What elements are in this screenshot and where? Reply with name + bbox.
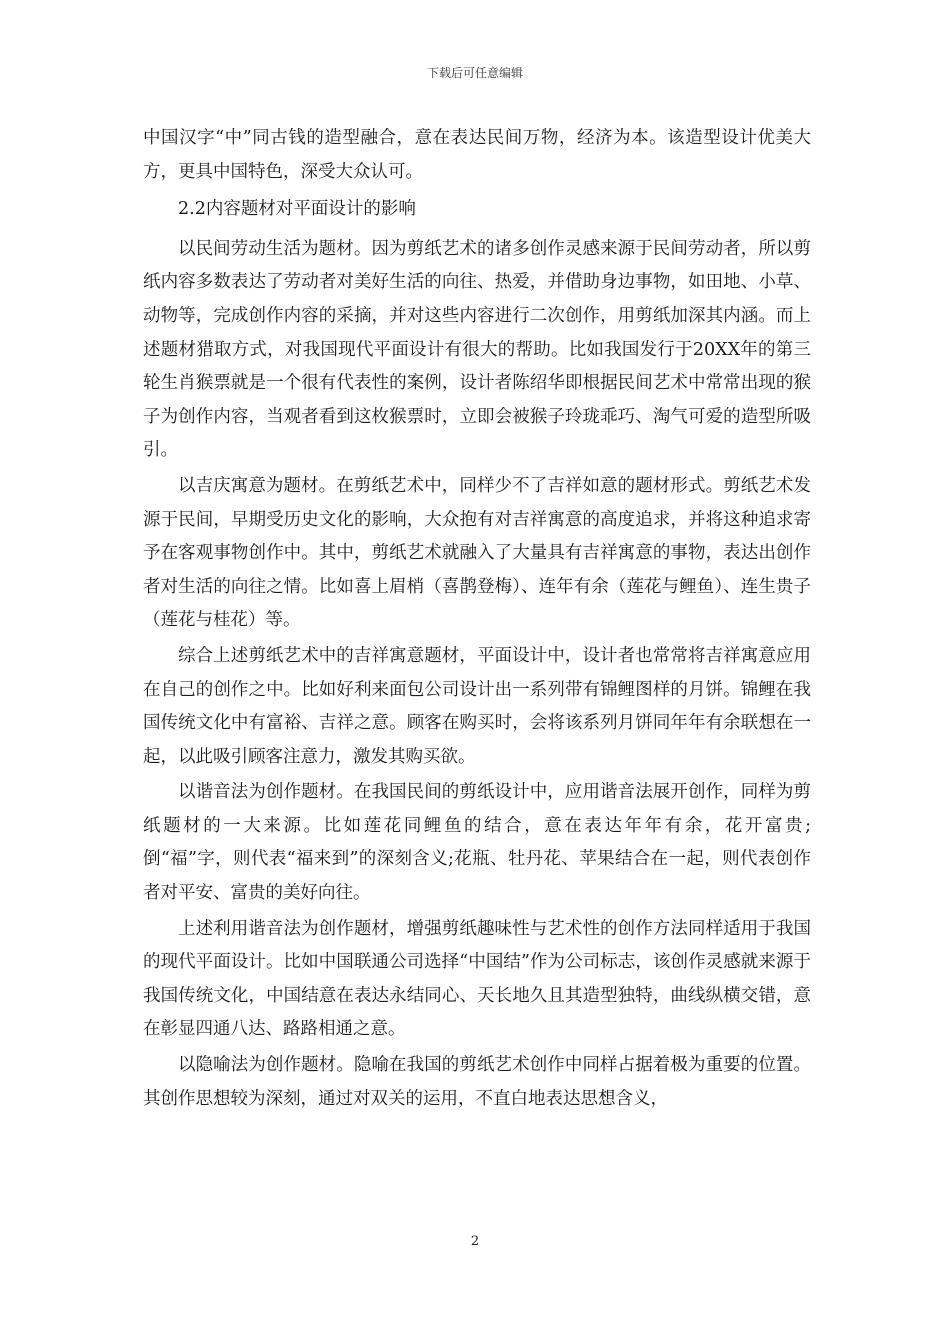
paragraph-5: 以谐音法为创作题材。在我国民间的剪纸设计中，应用谐音法展开创作，同样为剪纸题材的一大来源。比如莲花同鲤鱼的结合，意在表达年年有余，花开富贵;倒“福”字，则代表“福来到”的深刻含义;花瓶、牡丹花、苹果结合在一起，则代表创作者对平安、富贵的美好向往。 [143,782,811,904]
page-number: 2 [470,1234,480,1249]
paragraph-2: 以民间劳动生活为题材。因为剪纸艺术的诸多创作灵感来源于民间劳动者，所以剪纸内容多数表达了劳动者对美好生活的向往、热爱，并借助身边事物，如田地、小草、动物等，完成创作内容的采摘，并对这些内容进行二次创作，用剪纸加深其内涵。而上述题材猎取方式，对我国现代平面设计有很大的帮助。比如我国发行于20XX年的第三轮生肖猴票就是一个很有代表性的案例，设计者陈绍华即根据民间艺术中常常出现的猴子为创作内容，当观者看到这枚猴票时，立即会被猴子玲珑乖巧、淘气可爱的造型所吸引。 [143,238,811,461]
paragraph-4: 综合上述剪纸艺术中的吉祥寓意题材，平面设计中，设计者也常常将吉祥寓意应用在自己的创作之中。比如好利来面包公司设计出一系列带有锦鲤图样的月饼。锦鲤在我国传统文化中有富裕、吉祥之意。顾客在购买时，会将该系列月饼同年年有余联想在一起，以此吸引顾客注意力，激发其购买欲。 [143,645,811,767]
section-heading: 2.2内容题材对平面设计的影响 [178,199,416,220]
document-body [143,122,811,1118]
page-header: 下载后可任意编辑 [426,66,523,80]
paragraph-6: 上述利用谐音法为创作题材，增强剪纸趣味性与艺术性的创作方法同样适用于我国的现代平面设计。比如中国联通公司选择“中国结”作为公司标志，该创作灵感就来源于我国传统文化，中国结意在表达永结同心、天长地久且其造型独特，曲线纵横交错，意在彰显四通八达、路路相通之意。 [143,918,811,1040]
paragraph-1: 中国汉字“中”同古钱的造型融合，意在表达民间万物，经济为本。该造型设计优美大方，更具中国特色，深受大众认可。 [143,128,811,182]
paragraph-3: 以吉庆寓意为题材。在剪纸艺术中，同样少不了吉祥如意的题材形式。剪纸艺术发源于民间，早期受历史文化的影响，大众抱有对吉祥寓意的高度追求，并将这种追求寄予在客观事物创作中。其中，剪纸艺术就融入了大量具有吉祥寓意的事物，表达出创作者对生活的向往之情。比如喜上眉梢（喜鹊登梅）、连年有余（莲花与鲤鱼）、连生贵子（莲花与桂花）等。 [143,475,811,631]
paragraph-7: 以隐喻法为创作题材。隐喻在我国的剪纸艺术创作中同样占据着极为重要的位置。其创作思想较为深刻，通过对双关的运用，不直白地表达思想含义， [143,1055,811,1109]
